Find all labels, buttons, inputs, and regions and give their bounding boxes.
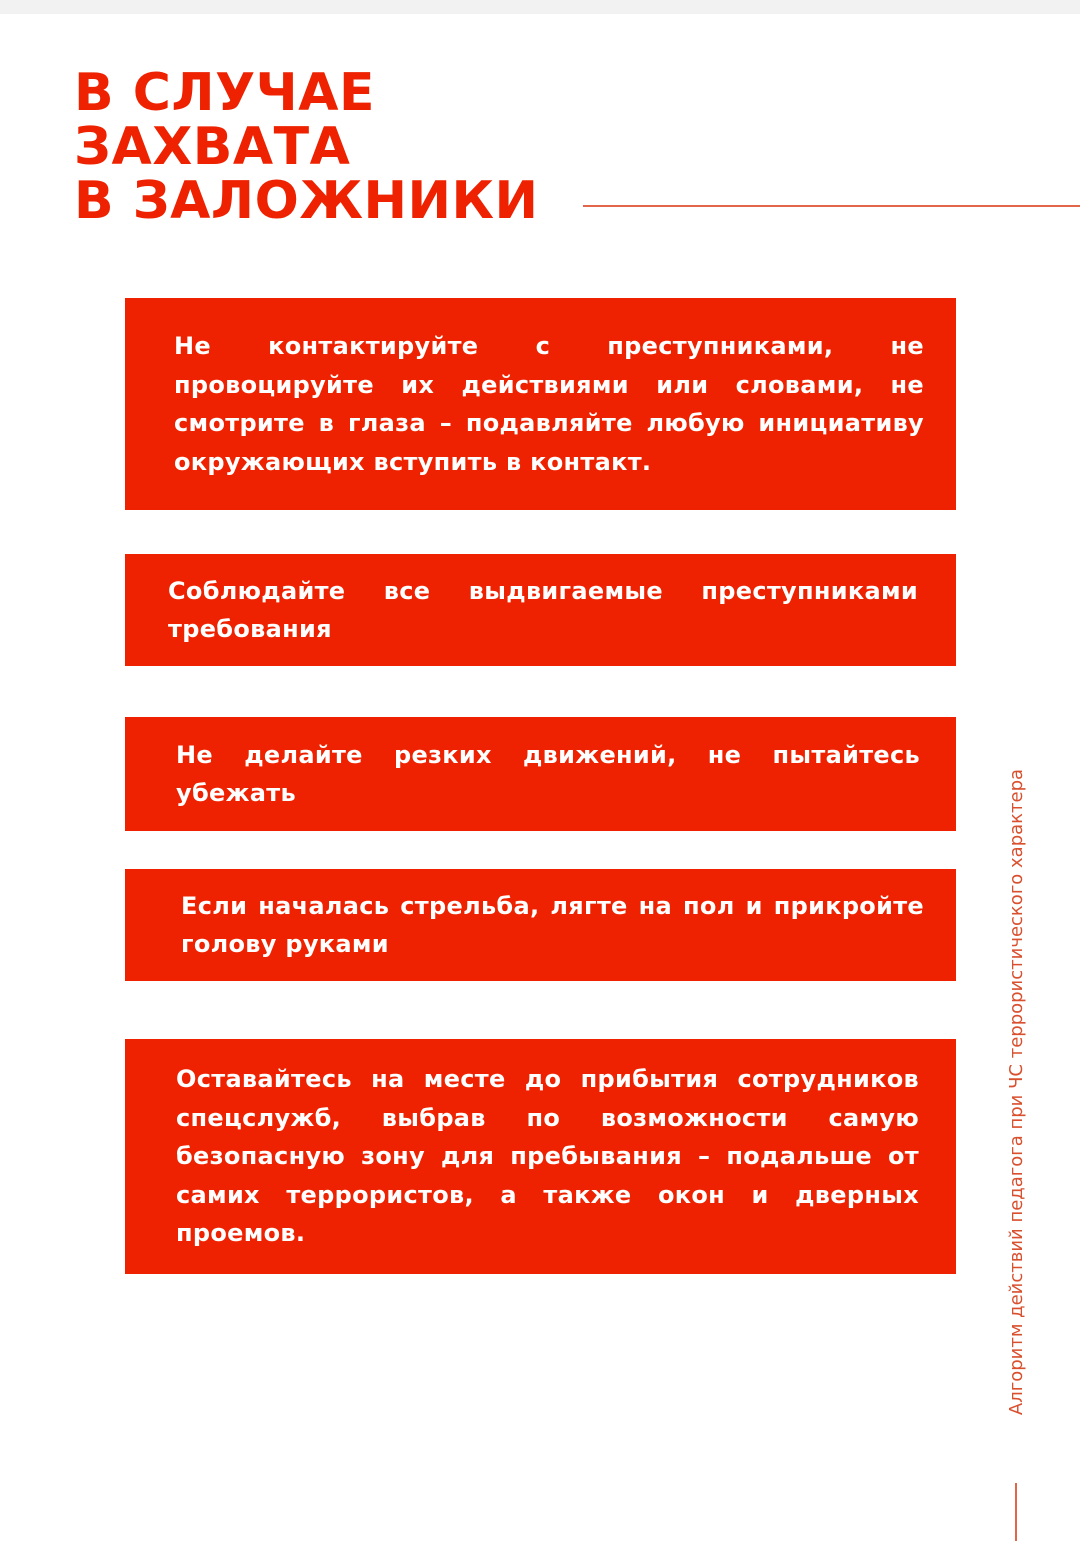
title-line-2: ЗАХВАТА bbox=[74, 117, 351, 177]
instruction-text: Не делайте резких движений, не пытайтесь убежать bbox=[176, 740, 920, 807]
title-line-1: В СЛУЧАЕ bbox=[74, 63, 375, 123]
instruction-card bbox=[125, 1039, 956, 1274]
instruction-text: Соблюдайте все выдвигаемые преступниками требования bbox=[168, 576, 918, 643]
instruction-card bbox=[125, 717, 956, 831]
side-caption: Алгоритм действий педагога при ЧС террористического характера bbox=[1006, 768, 1027, 1416]
instruction-card bbox=[125, 869, 956, 981]
instruction-text: Оставайтесь на месте до прибытия сотрудников спецслужб, выбрав по возможности самую безопасную зону для пребывания – подальше от самих террористов, а также окон и дверных проемов. bbox=[176, 1065, 919, 1248]
instruction-card bbox=[125, 298, 956, 510]
instruction-card bbox=[125, 554, 956, 666]
side-divider bbox=[1015, 1483, 1017, 1541]
page-title bbox=[74, 63, 539, 231]
title-divider bbox=[583, 205, 1080, 207]
instruction-text: Если началась стрельба, лягте на пол и прикройте голову руками bbox=[181, 891, 924, 958]
top-strip bbox=[0, 0, 1080, 14]
instruction-text: Не контактируйте с преступниками, не провоцируйте их действиями или словами, не смотрите в глаза – подавляйте любую инициативу окружающих вступить в контакт. bbox=[174, 332, 924, 476]
title-line-3: В ЗАЛОЖНИКИ bbox=[74, 171, 539, 231]
